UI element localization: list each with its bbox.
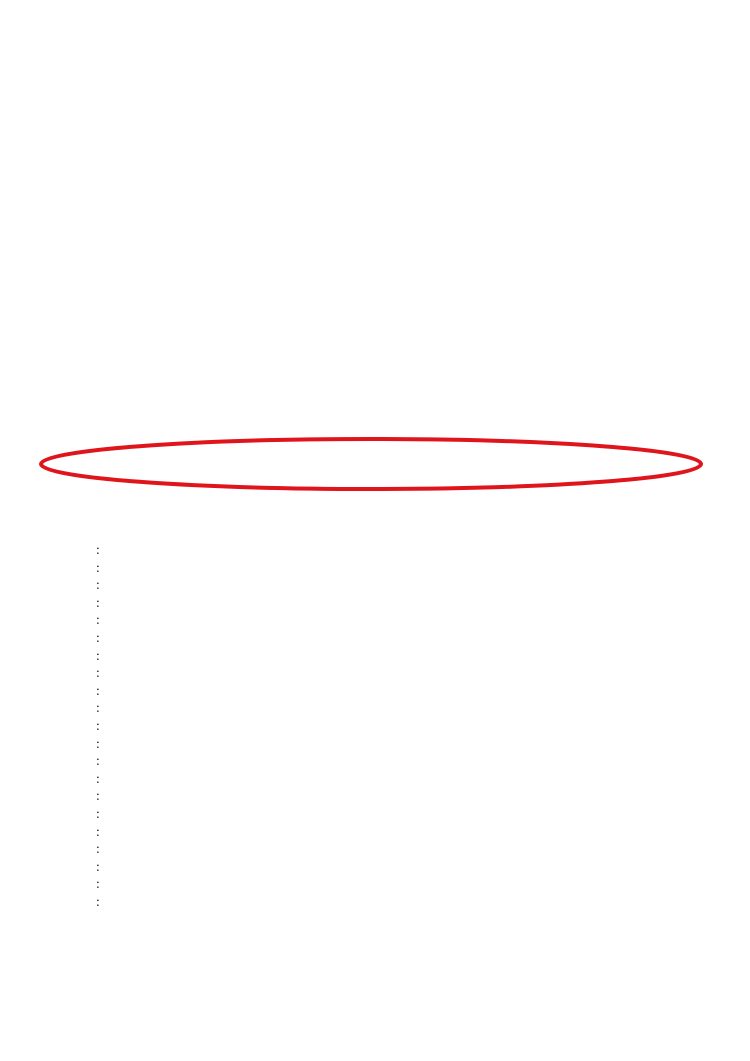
dialogue-line: : [96,647,100,663]
dialogue-line: : [96,682,100,698]
dialogue-line: : [96,542,100,557]
dialogue-line: : [96,805,100,821]
dialogue-line: : [96,735,100,751]
dialogue-line: : [96,893,100,909]
dialogue-line: : [96,858,100,874]
dialogue-line: : [96,559,100,575]
dialogue-line: : [96,612,100,628]
dialogue-line: : [96,594,100,610]
dialogue-line: : [96,665,100,681]
dialogue-line: : [96,788,100,804]
dialogue-line: : [96,841,100,857]
dialogue-line: : [96,700,100,716]
red-ellipse-annotation [37,436,705,492]
dialogue-line: : [96,876,100,892]
dialogue-line: : [96,717,100,733]
dialogue-line: : [96,823,100,839]
dialogue-line: : [96,753,100,769]
second-dialogue [96,541,676,910]
dialogue-line: : [96,577,100,593]
dialogue-line: : [96,629,100,645]
dialogue-line: : [96,770,100,786]
